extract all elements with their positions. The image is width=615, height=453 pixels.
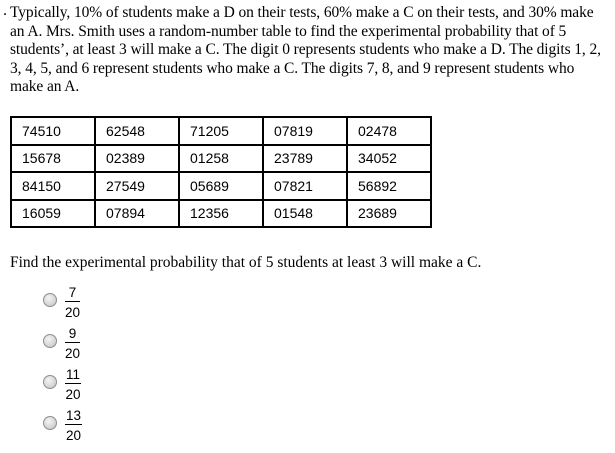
fraction-numerator: 11	[66, 367, 81, 382]
fraction-denominator: 20	[65, 387, 81, 402]
table-cell: 71205	[179, 117, 263, 145]
radio-button[interactable]	[43, 375, 57, 389]
fraction-denominator: 20	[65, 346, 81, 361]
table-cell: 74510	[11, 117, 95, 145]
fraction	[65, 285, 80, 320]
table-row	[11, 200, 431, 228]
table-cell: 01548	[263, 200, 347, 228]
table-cell: 07821	[263, 172, 347, 200]
table-cell: 62548	[95, 117, 179, 145]
table-cell: 02478	[347, 117, 431, 145]
fraction	[65, 326, 80, 361]
table-cell: 23789	[263, 145, 347, 173]
table-row	[11, 145, 431, 173]
fraction	[65, 367, 81, 402]
table-cell: 01258	[179, 145, 263, 173]
prompt-text: Find the experimental probability that of 5 students at least 3 will make a C.	[10, 254, 482, 271]
radio-button[interactable]	[43, 293, 57, 307]
radio-button[interactable]	[43, 334, 57, 348]
fraction-denominator: 20	[66, 428, 82, 443]
table-cell: 27549	[95, 172, 179, 200]
table-cell: 16059	[11, 200, 95, 228]
fraction-denominator: 20	[65, 305, 81, 320]
question-bullet: .	[3, 2, 7, 19]
table-row	[11, 172, 431, 200]
table-cell: 05689	[179, 172, 263, 200]
table-cell: 34052	[347, 145, 431, 173]
fraction-numerator: 9	[68, 326, 77, 341]
fraction-numerator: 13	[66, 408, 82, 423]
radio-button[interactable]	[43, 416, 57, 430]
random-number-table	[10, 116, 432, 228]
table-cell: 56892	[347, 172, 431, 200]
table-cell: 15678	[11, 145, 95, 173]
table-cell: 02389	[95, 145, 179, 173]
table-cell: 23689	[347, 200, 431, 228]
table-cell: 07819	[263, 117, 347, 145]
fraction-numerator: 7	[68, 285, 77, 300]
table-cell: 07894	[95, 200, 179, 228]
fraction	[65, 408, 82, 443]
table-cell: 12356	[179, 200, 263, 228]
question-text: Typically, 10% of students make a D on their tests, 60% make a C on their tests, and 30% make an A. Mrs. Smith uses a random-number table to find the experimental probability that of 5 students’, at least 3 will make a C. The digit 0 represents students who make a D. The digits 1, 2, 3, 4, 5, and 6 represent students who make a C. The digits 7, 8, and 9 represent students who make an A.	[10, 4, 601, 95]
table-cell: 84150	[11, 172, 95, 200]
table-row	[11, 117, 431, 145]
